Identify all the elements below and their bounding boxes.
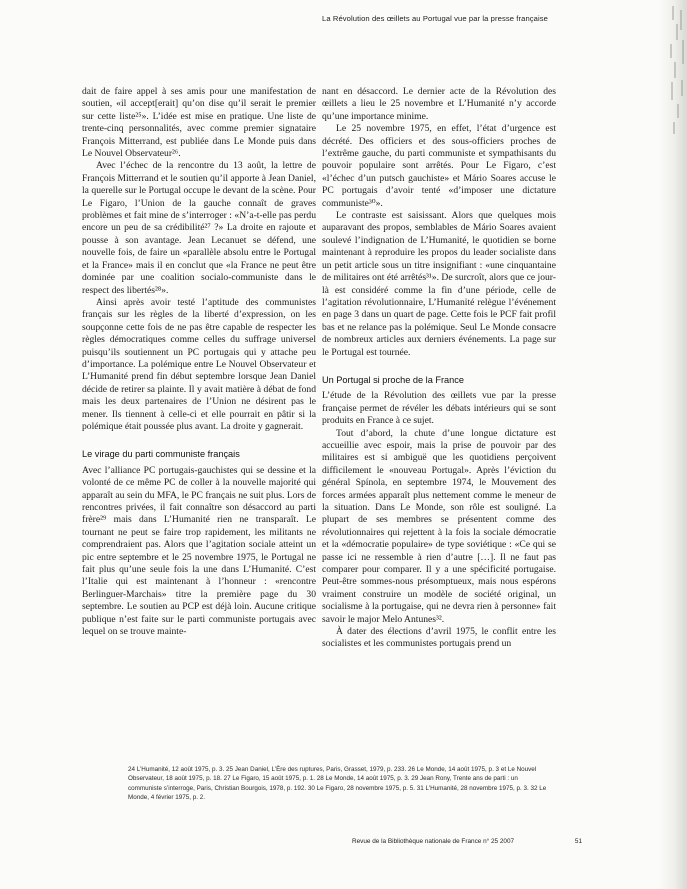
journal-name: Revue de la Bibliothèque nationale de France n° 25 2007 [352, 838, 515, 845]
section-heading: Un Portugal si proche de la France [322, 374, 464, 385]
right-column [322, 86, 556, 651]
left-column [82, 86, 316, 638]
paragraph: Ainsi après avoir testé l’aptitude des communistes français sur les règles de la liberté d’expression, on les soupçonne cette fois de ne pas être capable de respecter les règles démocratiques comme celles du suffrage universel puisqu’ils soutiennent un PC portugais qui y attache peu d’importance. La polémique entre Le Nouvel Observateur et L’Humanité prend fin début septembre lorsque Jean Daniel décide de retirer sa plainte. Il y avait matière à débat de fond mais les deux partenaires de l’Union ne désirent pas le mener. Ils tiennent à celle-ci et elle pourrait en pâtir si la polémique était poussée plus avant. La droite y gagnerait. [82, 296, 316, 432]
binding-marks-icon [659, 0, 687, 889]
running-head: La Révolution des œillets au Portugal vue par la presse française [322, 14, 548, 23]
paragraph: À dater des élections d’avril 1975, le conflit entre les socialistes et les communistes portugais prend un [322, 626, 556, 650]
paragraph: Le 25 novembre 1975, en effet, l’état d’urgence est décrété. Des officiers et des sous-officiers proches de l’extrême gauche, du parti communiste et sympathisants du pouvoir populaire sont arrêtés. Pour Le Figaro, c’est «l’échec d’un putsch gauchiste» et Mário Soares accuse le PC portugais d’avoir tenté «d’imposer une dictature communiste³⁰». [322, 123, 556, 209]
paragraph: L’étude de la Révolution des œillets vue par la presse française permet de révéler les débats intérieurs qui se sont produits en France à ce sujet. [322, 390, 556, 427]
paragraph: Avec l’échec de la rencontre du 13 août, la lettre de François Mitterrand et le soutien qu’il apporte à Jean Daniel, la querelle sur le Portugal occupe le devant de la scène. Pour Le Figaro, l’Union de la gauche connaît de graves problèmes et fait mine de s’interroger : «N’a-t-elle pas perdu encore un peu de sa crédibilité²⁷ ?» La droite en rajoute et pousse à son avantage. Jean Lecanuet se défend, une nouvelle fois, de faire un «parallèle absolu entre le Portugal et la France» mais il en conclut que «la France ne peut être dominée par une coalition socialo-communiste dans le respect des libertés²⁸». [82, 160, 316, 296]
scan-binding-edge [659, 0, 687, 889]
paragraph: Tout d’abord, la chute d’une longue dictature est accueillie avec espoir, mais la prise de pouvoir par des militaires est si ambiguë que les quotidiens perçoivent difficilement le «nouveau Portugal». Après l’éviction du général Spínola, en septembre 1974, le Mouvement des forces armées apparaît plus nettement comme le meneur de la situation. Dans Le Monde, son rôle est souligné. La plupart de ses membres se présentent comme des révolutionnaires qui rejettent à la fois la sociale démocratie et la «démocratie populaire» de type soviétique : «Ce qui se passe ici ne ressemble à rien d’autre […]. Il ne faut pas comparer pour comparer. Il y a une spécificité portugaise. Peut-être sommes-nous présomptueux, mais nous espérons vraiment construire un modèle de société original, un socialisme à la portugaise, qui ne devra rien à personne» fait savoir le major Melo Antunes³². [322, 427, 556, 625]
paragraph: nant en désaccord. Le dernier acte de la Révolution des œillets a lieu le 25 novembre et L’Humanité n’y accorde qu’une importance minime. [322, 86, 556, 122]
page-footer [352, 838, 582, 845]
paragraph: Le contraste est saisissant. Alors que quelques mois auparavant des propos, semblables de Mário Soares avaient soulevé l’indignation de L’Humanité, le quotidien se borne maintenant à reproduire les propos du leader socialiste dans un petit article sous un titre insignifiant : «une cinquantaine de militaires ont été arrêtés³¹». De surcroît, alors que ce jour-là est considéré comme la fin d’une période, celle de l’agitation révolutionnaire, L’Humanité relègue l’événement en page 3 dans un quart de page. Cette fois le PCF fait profil bas et ne relance pas la polémique. Seul Le Monde consacre de nombreux articles aux derniers événements. La page sur le Portugal est tournée. [322, 210, 556, 358]
paragraph: Avec l’alliance PC portugais-gauchistes qui se dessine et la volonté de ce même PC de coller à la nouvelle majorité qui apparaît au sein du MFA, le PC français ne suit plus. Lors de rencontres privées, il fait connaître son désaccord au parti frère²⁹ mais dans L’Humanité rien ne transparaît. Le tournant ne peut se faire trop rapidement, les militants ne comprendraient pas. Alors que l’agitation sociale atteint un pic entre septembre et le 25 novembre 1975, le Portugal ne fait plus qu’une seule fois la une dans L’Humanité. C’est l’Italie qui est maintenant à l’honneur : «rencontre Berlinguer-Marchais» titre la première page du 30 septembre. Le soutien au PCP est déjà loin. Aucune critique publique n’est faite sur le parti communiste portugais avec lequel on se trouve mainte- [82, 464, 316, 638]
page-number: 51 [574, 838, 582, 845]
footnotes: 24 L’Humanité, 12 août 1975, p. 3. 25 Jean Daniel, L’Ère des ruptures, Paris, Grasset, 1979, p. 233. 26 Le Monde, 14 août 1975, p. 3 et Le Nouvel Observateur, 18 août 1975, p. 18. 27 Le Figaro, 15 août 1975, p. 1. 28 Le Monde, 14 août 1975, p. 3. 29 Jean Rony, Trente ans de parti : un communiste s’interroge, Paris, Christian Bourgois, 1978, p. 192. 30 Le Figaro, 28 novembre 1975, p. 5. 31 L’Humanité, 28 novembre 1975, p. 3. 32 Le Monde, 4 février 1975, p. 2. [128, 766, 547, 802]
section-heading: Le virage du parti communiste français [82, 449, 240, 460]
paragraph: dait de faire appel à ses amis pour une manifestation de soutien, «il accept[erait] qu’on dise qu’il serait le premier sur cette liste²⁵». L’idée est mise en pratique. Une liste de trente-cinq personnalités, avec comme premier signataire François Mitterrand, est publiée dans Le Monde puis dans Le Nouvel Observateur²⁶. [82, 86, 316, 160]
